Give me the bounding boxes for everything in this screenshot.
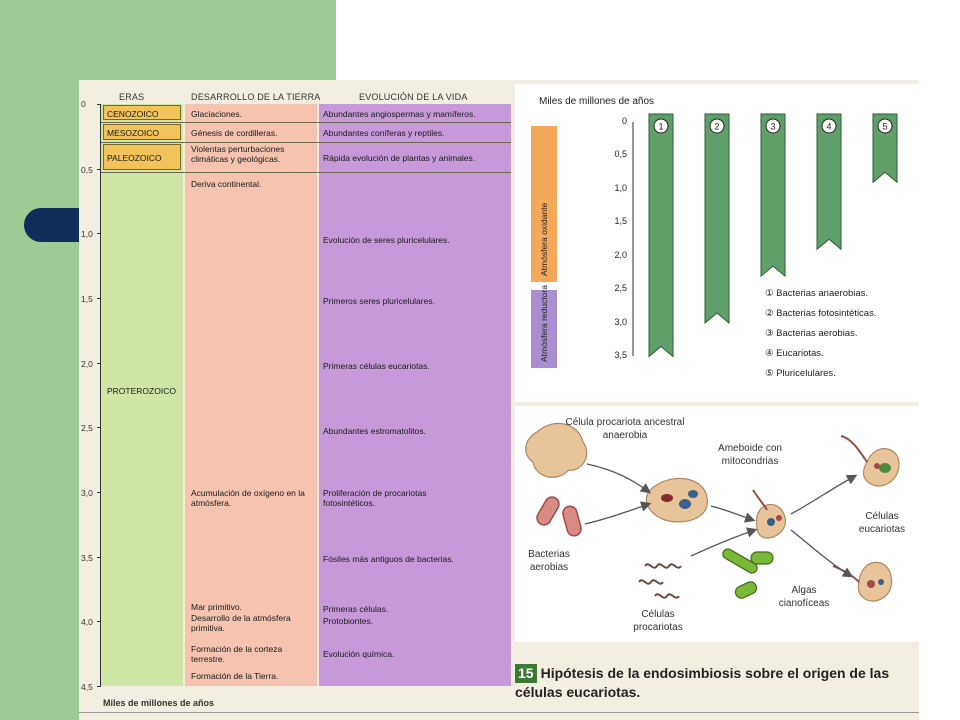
legend-item: ⑤ Pluricelulares. (765, 368, 836, 379)
ribbon-bar (817, 114, 841, 249)
ribbon-number-label: 1 (658, 121, 664, 132)
ribbon-number-label: 3 (770, 121, 776, 132)
geologic-time-table (79, 80, 511, 700)
chart-y-label: 1,5 (614, 216, 627, 226)
desarrollo-text: Formación de la corteza terrestre. (191, 644, 283, 664)
desarrollo-text: Glaciaciones. (191, 109, 243, 119)
atmosphere-chart (515, 84, 919, 402)
label-bacterias-aerobias: Bacterias aerobias (528, 549, 570, 573)
ribbon-number-label: 5 (882, 121, 888, 132)
y-tick-label: 1,5 (81, 294, 93, 304)
prokaryote-squiggle (655, 594, 679, 597)
evolucion-text: Evolución de seres pluricelulares. (323, 235, 450, 245)
textbook-scan (79, 80, 919, 720)
y-tick-label: 4,5 (81, 682, 93, 692)
evolucion-text: Primeras células eucariotas. (323, 361, 430, 371)
desarrollo-text: Formación de la Tierra. (191, 671, 279, 681)
desarrollo-text: Desarrollo de la atmósfera primitiva. (191, 613, 291, 633)
y-tick (97, 427, 101, 428)
row-divider (101, 172, 511, 173)
row-divider (101, 122, 511, 123)
y-tick-label: 2,5 (81, 423, 93, 433)
arrow (587, 464, 649, 492)
label-eucariotas: Células eucariotas (858, 511, 906, 535)
ameboide-cell (646, 478, 707, 522)
middle-eukaryote (753, 490, 785, 538)
evolucion-text: Fósiles más antiguos de bacterias. (323, 554, 454, 564)
evolucion-text: Protobiontes. (323, 616, 374, 626)
era-paleozoico: PALEOZOICO (107, 153, 162, 163)
evolucion-text: Primeros seres pluricelulares. (323, 296, 435, 306)
y-tick (97, 686, 101, 687)
ribbon-bar (705, 114, 729, 323)
y-tick (97, 233, 101, 234)
figure-caption-text: Hipótesis de la endosimbiosis sobre el origen de las células eucariotas. (515, 665, 890, 700)
label-algas: Algas cianofíceas (778, 585, 830, 609)
desarrollo-text: Génesis de cordilleras. (191, 128, 278, 138)
y-tick (97, 298, 101, 299)
band-oxidante-label: Atmósfera oxidante (539, 202, 549, 276)
desarrollo-column (185, 104, 317, 686)
y-tick-label: 0,5 (81, 165, 93, 175)
ribbon-bar (761, 114, 785, 276)
ribbon-plot (515, 84, 919, 402)
evolucion-text: Abundantes angiospermas y mamíferos. (323, 109, 476, 119)
figure-number: 15 (515, 664, 537, 683)
chart-y-label: 3,0 (614, 317, 627, 327)
legend-item: ② Bacterias fotosintéticas. (765, 308, 877, 319)
y-tick (97, 104, 101, 105)
legend-item: ③ Bacterias aerobias. (765, 328, 858, 339)
y-tick-label: 3,0 (81, 488, 93, 498)
y-tick (97, 363, 101, 364)
era-cenozoico: CENOZOICO (107, 109, 159, 119)
bottom-rule (79, 712, 919, 713)
header-eras: ERAS (119, 92, 145, 102)
header-evolucion: EVOLUCIÓN DE LA VIDA (359, 92, 468, 102)
evolucion-text: Proliferación de procariotas fotosintéticos. (323, 488, 427, 508)
evolucion-text: Evolución química. (323, 649, 395, 659)
ribbon-number-label: 4 (826, 121, 832, 132)
evolucion-text: Abundantes coníferas y reptiles. (323, 128, 445, 138)
era-mesozoico: MESOZOICO (107, 128, 159, 138)
evolucion-text: Rápida evolución de plantas y animales. (323, 153, 476, 163)
chart-y-label: 0 (621, 116, 627, 126)
legend-item: ① Bacterias anaerobias. (765, 288, 869, 299)
endosymbiosis-diagram (515, 406, 919, 642)
desarrollo-text: Violentas perturbaciones climáticas y geológicas. (191, 144, 285, 164)
desarrollo-text: Acumulación de oxígeno en la atmósfera. (191, 488, 305, 508)
desarrollo-text: Mar primitivo. (191, 602, 243, 612)
y-tick (97, 169, 101, 170)
final-eukaryote-bottom (833, 562, 892, 601)
legend-item: ④ Eucariotas. (765, 348, 824, 359)
aerobic-bacteria (534, 495, 582, 538)
y-tick (97, 492, 101, 493)
y-tick (97, 621, 101, 622)
figure-caption (515, 664, 919, 702)
evolucion-column (319, 104, 511, 686)
chart-y-label: 0,5 (614, 149, 627, 159)
desarrollo-text: Deriva continental. (191, 179, 262, 189)
prokaryote-squiggle (645, 564, 681, 567)
row-divider (101, 142, 511, 143)
chart-y-label: 2,5 (614, 283, 627, 293)
chart-y-label: 1,0 (614, 183, 627, 193)
header-desarrollo: DESARROLLO DE LA TIERRA (191, 92, 321, 102)
label-procariota-ancestral: Célula procariota ancestral anaerobia (565, 417, 685, 441)
arrow (585, 504, 649, 524)
prokaryote-squiggle (639, 580, 663, 583)
band-reductora-label: Atmósfera reductora (539, 284, 549, 362)
y-tick (97, 557, 101, 558)
chart-y-label: 2,0 (614, 250, 627, 260)
y-tick-label: 4,0 (81, 617, 93, 627)
arrow (791, 476, 855, 514)
cyanobacteria (721, 547, 773, 600)
y-tick-label: 2,0 (81, 359, 93, 369)
y-axis (100, 104, 101, 686)
evolucion-text: Primeras células. (323, 604, 389, 614)
ribbon-number-label: 2 (714, 121, 720, 132)
y-tick-label: 0 (81, 99, 86, 109)
label-ameboide: Ameboide con mitocondrias (718, 443, 782, 467)
chart-y-label: 3,5 (614, 350, 627, 360)
y-tick-label: 3,5 (81, 553, 93, 563)
ribbon-bar (649, 114, 673, 357)
chart-title: Miles de millones de años (539, 96, 655, 107)
evolucion-text: Abundantes estromatolitos. (323, 426, 427, 436)
y-tick-label: 1,0 (81, 229, 93, 239)
label-celulas-procariotas: Células procariotas (633, 609, 683, 633)
era-proterozoico: PROTEROZOICO (107, 386, 176, 396)
arrow (711, 506, 753, 520)
table-axis-caption: Miles de millones de años (103, 698, 215, 708)
